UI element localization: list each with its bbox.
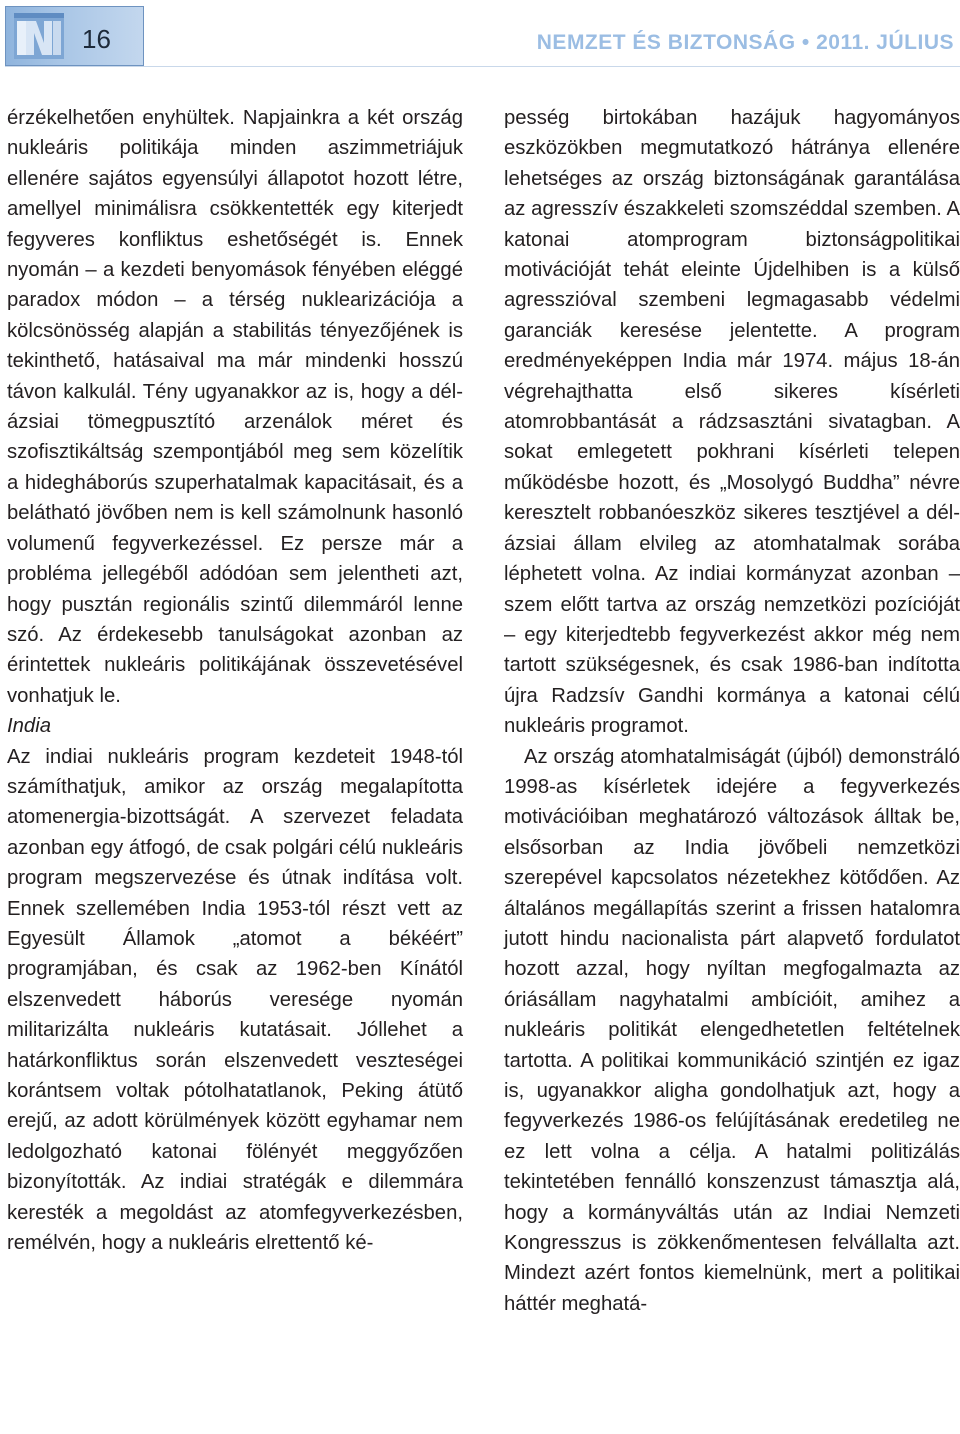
left-paragraph-1: érzékelhetően enyhültek. Napjainkra a két ország nukleáris politikája minden aszimmetriájuk ellenére sajátos egyensúlyi állapotot hozott létre, amellyel minimálisra csökkentették egy kiterjedt fegyveres konfliktus eshetőségét is. Ennek nyomán – a kezdeti benyomások fényében eléggé paradox módon – a térség nuklearizációja a kölcsönösség alapján a stabilitás tényezőjének is tekinthető, hatásaival ma már mindenki hosszú távon kalkulál. Tény ugyanakkor az is, hogy a dél-ázsiai tömegpusztító arzenálok méret és szofisztikáltság szempontjából meg sem közelítik a hidegháborús szuperhatalmak kapacitásait, és a belátható jövőben nem is kell számolnunk hasonló volumenű fegyverkezéssel. Ez persze már a probléma jellegéből adódóan sem jelentheti azt, hogy pusztán regionális szintű dilemmáról lenne szó. Az érdekesebb tanulságokat azonban az érintettek nukleáris politikájának összevetésével vonhatjuk le.	[7, 107, 463, 707]
right-column	[504, 103, 960, 1319]
page-header	[0, 0, 960, 72]
header-divider	[5, 66, 960, 67]
running-head: NEMZET ÉS BIZTONSÁG • 2011. JÚLIUS	[536, 31, 954, 54]
page-number: 16	[82, 24, 111, 54]
nb-logo-icon	[14, 13, 64, 59]
right-paragraph-2: Az ország atomhatalmiságát (újból) demonstráló 1998-as kísérletek idejére a fegyverkezés motivációiban meghatározó változások álltak be, elsősorban az India jövőbeli nemzetközi szerepével kapcsolatos nézetekhez kötődően. Az általános megállapítás szerint a frissen hatalomra jutott hindu nacionalista párt alapvető fordulatot hozott azzal, hogy nyíltan megfogalmazta az óriásállam nagyhatalmi ambícióit, amihez a nukleáris politikát elengedhetetlen feltételnek tartotta. A politikai kommunikáció szintjén ez igaz is, ugyanakkor aligha gondolhatjuk azt, hogy a fegyverkezés 1986-os felújításának eredetileg ne ez lett volna a célja. A hatalmi politizálás tekintetében fennálló konszenzust támasztja alá, hogy a kormányváltás után az Indiai Nemzeti Kongresszus is zökkenőmentesen felvállalta azt. Mindezt azért fontos kiemelnünk, mert a politikai háttér meghatá-	[504, 745, 960, 1315]
right-paragraph-1: pesség birtokában hazájuk hagyományos eszközökben megmutatkozó hátránya ellenére lehetséges az ország biztonságának garantálása az agresszív északkeleti szomszéddal szemben. A katonai atomprogram biztonságpolitikai motivációját tehát eleinte Újdelhiben is a külső agresszióval szembeni legmagasabb védelmi garanciák keresése jelentette. A program eredményeképpen India már 1974. május 18-án végrehajthatta első sikeres kísérleti atomrobbantását a rádzsasztáni sivatagban. A sokat emlegetett pokhrani kísérleti telepen működésbe hozott, és „Mosolygó Buddha” névre keresztelt robbanóeszköz sikeres tesztjével a dél-ázsiai állam elvileg az atomhatalmak sorába léphetett volna. Az indiai kormányzat azonban – szem előtt tartva az ország nemzetközi pozícióját – egy kiterjedtebb fegyverkezést akkor még nem tartott szükségesnek, és csak 1986-ban indította újra Radzsív Gandhi kormánya a katonai célú nukleáris programot.	[504, 107, 960, 738]
left-column	[7, 103, 463, 1258]
section-heading: India	[7, 715, 51, 738]
left-paragraph-2: Az indiai nukleáris program kezdeteit 1948-tól számíthatjuk, amikor az ország megalapította atomenergia-bizottságát. A szervezet feladata azonban egy átfogó, de csak polgári célú nukleáris program megszervezése és útnak indítása volt. Ennek szellemében India 1953-tól részt vett az Egyesült Államok „atomot a békéért” programjában, és csak az 1962-ben Kínától elszenvedett háborús veresége nyomán militarizálta nukleáris kutatásait. Jóllehet a határkonfliktus során elszenvedett veszteségei korántsem voltak pótolhatatlanok, Peking átütő erejű, az adott körülmények között egyhamar nem ledolgozható katonai fölényét meggyőzően bizonyították. Az indiai stratégák e dilemmára keresték a megoldást az atomfegyverkezésben, remélvén, hogy a nukleáris elrettentő ké-	[7, 745, 463, 1255]
page-number-box	[5, 6, 144, 66]
